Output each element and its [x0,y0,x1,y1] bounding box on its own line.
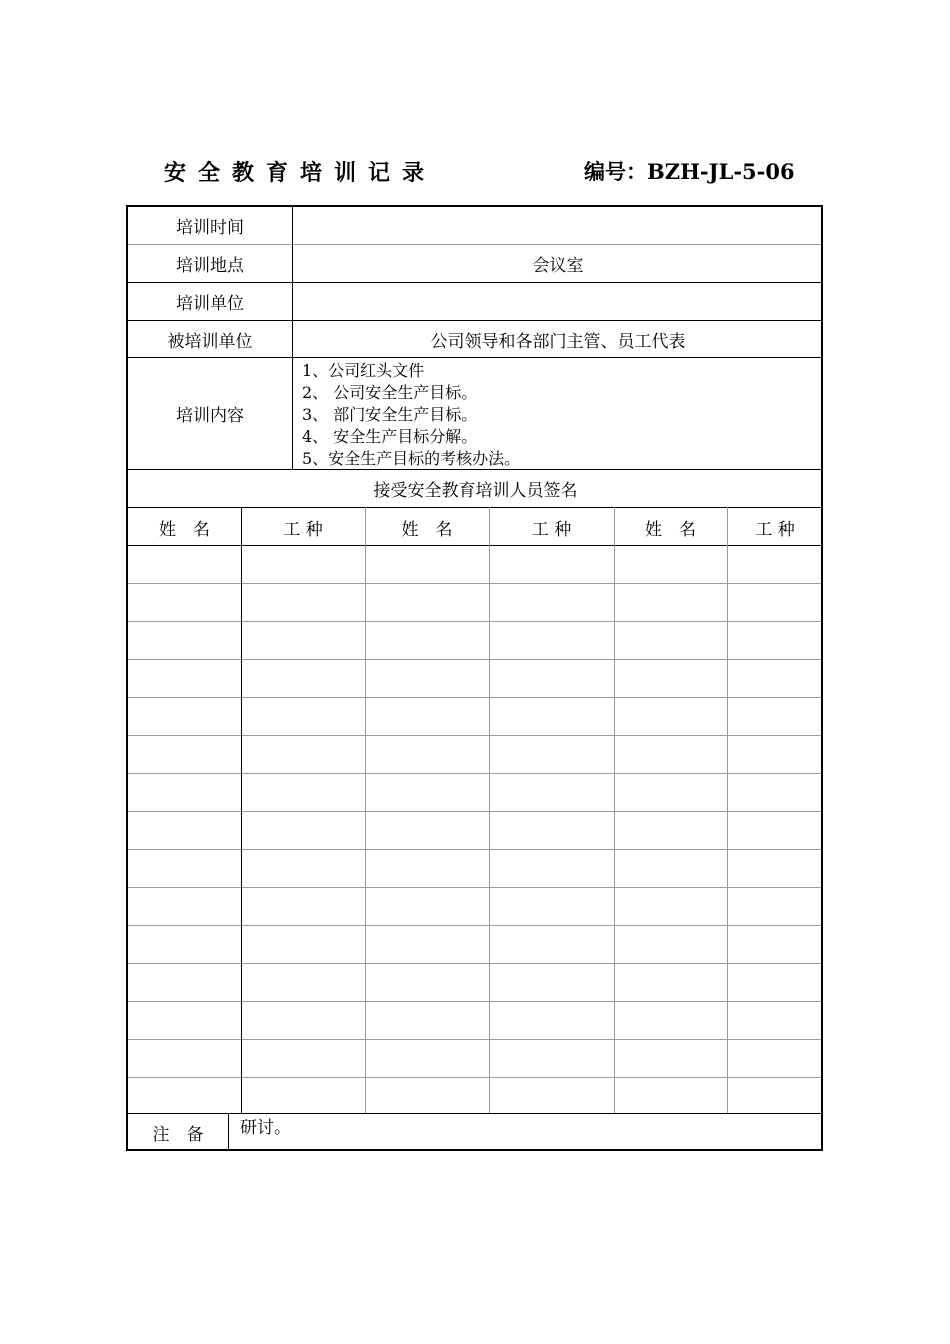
field-label-trainees: 被培训单位 [167,331,253,352]
signature-job-cell[interactable] [490,850,614,887]
signature-name-cell[interactable] [615,736,727,773]
signature-name-cell[interactable] [366,1002,489,1039]
signature-job-cell[interactable] [490,622,614,659]
document-title: 安全教育培训记录 [164,160,437,186]
signature-job-cell[interactable] [490,1040,614,1077]
signature-column-header: 工 种 [755,519,795,540]
signature-name-cell[interactable] [615,964,727,1001]
content-item: 1、公司红头文件 [302,361,425,380]
signature-job-cell[interactable] [490,774,614,811]
signature-name-cell[interactable] [129,660,241,697]
signature-name-cell[interactable] [615,698,727,735]
signature-name-cell[interactable] [129,622,241,659]
signature-name-cell[interactable] [366,584,489,621]
signature-name-cell[interactable] [129,888,241,925]
content-list [302,360,520,470]
signature-job-cell[interactable] [242,888,365,925]
signature-job-cell[interactable] [242,622,365,659]
signature-job-cell[interactable] [490,888,614,925]
signature-name-cell[interactable] [366,660,489,697]
field-value-trainees[interactable]: 公司领导和各部门主管、员工代表 [430,331,686,352]
signature-name-cell[interactable] [366,774,489,811]
signature-job-cell[interactable] [728,546,823,583]
signature-name-cell[interactable] [366,812,489,849]
signature-name-cell[interactable] [366,1040,489,1077]
document-header [0,156,950,190]
field-label-location: 培训地点 [176,256,244,276]
signature-column-header: 姓 名 [645,519,696,540]
signature-job-cell[interactable] [728,964,823,1001]
signature-job-cell[interactable] [490,812,614,849]
signature-job-cell[interactable] [242,774,365,811]
signature-name-cell[interactable] [615,622,727,659]
field-value-unit[interactable] [293,283,823,320]
signature-job-cell[interactable] [242,926,365,963]
field-value-location[interactable]: 会议室 [532,256,584,276]
signature-name-cell[interactable] [366,546,489,583]
content-label: 培训内容 [176,406,244,426]
signature-name-cell[interactable] [129,774,241,811]
signature-job-cell[interactable] [728,850,823,887]
signature-column-header: 工 种 [283,519,323,540]
content-item: 2、 公司安全生产目标。 [302,383,478,402]
remarks-label: 注 备 [152,1125,204,1145]
signature-job-cell[interactable] [728,622,823,659]
signature-job-cell[interactable] [490,926,614,963]
signature-job-cell[interactable] [728,698,823,735]
signature-name-cell[interactable] [615,850,727,887]
field-label-unit: 培训单位 [176,294,244,314]
signature-name-cell[interactable] [615,1040,727,1077]
signature-name-cell[interactable] [129,926,241,963]
signature-name-cell[interactable] [366,622,489,659]
signature-name-cell[interactable] [366,888,489,925]
signature-name-cell[interactable] [366,698,489,735]
signature-job-cell[interactable] [490,584,614,621]
field-label-time: 培训时间 [176,218,244,238]
signature-job-cell[interactable] [490,660,614,697]
signature-job-cell[interactable] [490,546,614,583]
remarks-value[interactable]: 研讨。 [240,1118,291,1138]
signature-column-header: 姓 名 [401,519,453,540]
signature-name-cell[interactable] [129,1002,241,1039]
signature-name-cell[interactable] [366,850,489,887]
training-record-form [126,205,823,1151]
signature-name-cell[interactable] [615,812,727,849]
signature-title: 接受安全教育培训人员签名 [373,481,578,501]
signature-name-cell[interactable] [129,736,241,773]
signature-name-cell[interactable] [615,660,727,697]
signature-column-header: 姓 名 [159,519,210,540]
signature-job-cell[interactable] [728,926,823,963]
signature-name-cell[interactable] [615,1002,727,1039]
signature-job-cell[interactable] [490,964,614,1001]
signature-name-cell[interactable] [615,926,727,963]
signature-job-cell[interactable] [728,1040,823,1077]
content-item: 4、 安全生产目标分解。 [302,427,478,446]
signature-column-header: 工 种 [531,519,572,540]
signature-job-cell[interactable] [242,964,365,1001]
signature-job-cell[interactable] [242,1040,365,1077]
signature-name-cell[interactable] [366,736,489,773]
signature-job-cell[interactable] [490,698,614,735]
content-item: 5、安全生产目标的考核办法。 [302,449,521,468]
signature-name-cell[interactable] [129,698,241,735]
signature-job-cell[interactable] [242,546,365,583]
signature-job-cell[interactable] [242,850,365,887]
signature-name-cell[interactable] [129,964,241,1001]
signature-job-cell[interactable] [242,1002,365,1039]
signature-job-cell[interactable] [728,812,823,849]
signature-job-cell[interactable] [242,698,365,735]
signature-name-cell[interactable] [129,850,241,887]
signature-name-cell[interactable] [129,546,241,583]
signature-job-cell[interactable] [490,1002,614,1039]
signature-job-cell[interactable] [728,1002,823,1039]
signature-job-cell[interactable] [728,660,823,697]
signature-job-cell[interactable] [242,660,365,697]
field-value-time[interactable] [293,207,823,244]
signature-job-cell[interactable] [242,584,365,621]
signature-name-cell[interactable] [366,926,489,963]
signature-name-cell[interactable] [615,584,727,621]
signature-job-cell[interactable] [728,888,823,925]
signature-job-cell[interactable] [490,736,614,773]
signature-job-cell[interactable] [728,774,823,811]
signature-name-cell[interactable] [129,584,241,621]
signature-name-cell[interactable] [129,812,241,849]
signature-name-cell[interactable] [615,888,727,925]
signature-job-cell[interactable] [242,736,365,773]
content-item: 3、 部门安全生产目标。 [302,405,478,424]
signature-name-cell[interactable] [366,964,489,1001]
document-code: 编号：BZH-JL-5-06 [584,159,795,184]
signature-name-cell[interactable] [615,774,727,811]
signature-job-cell[interactable] [242,812,365,849]
signature-name-cell[interactable] [129,1040,241,1077]
signature-job-cell[interactable] [728,584,823,621]
signature-job-cell[interactable] [728,736,823,773]
signature-name-cell[interactable] [615,546,727,583]
